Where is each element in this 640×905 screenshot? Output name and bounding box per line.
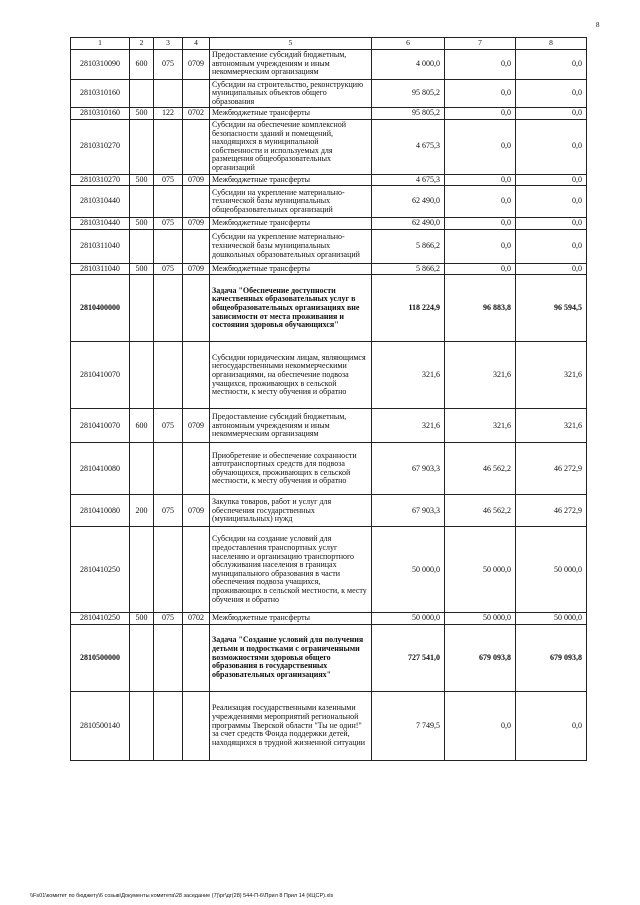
row-value-1: 7 749,5	[372, 691, 445, 760]
row-kvr	[130, 342, 154, 409]
row-value-1: 95 805,2	[372, 108, 445, 120]
row-code: 2810310270	[71, 119, 130, 174]
row-value-2: 0,0	[445, 229, 516, 263]
row-kvr	[130, 229, 154, 263]
row-section: 0709	[183, 218, 210, 230]
row-value-1: 67 903,3	[372, 495, 445, 527]
row-section: 0709	[183, 263, 210, 275]
row-description: Закупка товаров, работ и услуг для обеспечения государственных (муниципальных) нужд	[210, 495, 372, 527]
row-description: Субсидии на укрепление материально-технической базы муниципальных общеобразовательных организаций	[210, 186, 372, 218]
row-section	[183, 342, 210, 409]
row-code: 2810410080	[71, 495, 130, 527]
header-cell: 7	[445, 38, 516, 50]
row-kvr: 500	[130, 613, 154, 625]
row-section: 0709	[183, 49, 210, 79]
row-code: 2810500140	[71, 691, 130, 760]
row-value-3: 46 272,9	[516, 443, 587, 495]
row-value-3: 0,0	[516, 79, 587, 108]
row-value-2: 96 883,8	[445, 275, 516, 342]
header-cell: 5	[210, 38, 372, 50]
row-value-2: 321,6	[445, 409, 516, 443]
row-description: Межбюджетные трансферты	[210, 613, 372, 625]
table-row	[71, 108, 587, 120]
row-section	[183, 79, 210, 108]
row-grbs: 122	[154, 108, 183, 120]
row-value-1: 95 805,2	[372, 79, 445, 108]
row-kvr	[130, 275, 154, 342]
row-code: 2810310440	[71, 218, 130, 230]
table-row	[71, 275, 587, 342]
row-value-3: 50 000,0	[516, 527, 587, 613]
row-value-1: 50 000,0	[372, 613, 445, 625]
row-description: Субсидии на создание условий для предоставления транспортных услуг населению и организацию транспортного обслуживания населения в границах муниципального образования в части обеспечения подвоза учащихся, проживающих в сельской местности, к месту обучения и обратно	[210, 527, 372, 613]
header-cell: 1	[71, 38, 130, 50]
row-grbs: 075	[154, 495, 183, 527]
row-kvr: 500	[130, 174, 154, 186]
row-code: 2810500000	[71, 624, 130, 691]
row-value-1: 4 675,3	[372, 174, 445, 186]
table-row	[71, 218, 587, 230]
row-value-2: 46 562,2	[445, 443, 516, 495]
row-kvr: 600	[130, 409, 154, 443]
row-value-3: 679 093,8	[516, 624, 587, 691]
row-grbs	[154, 691, 183, 760]
row-description: Задача "Обеспечение доступности качественных образовательных услуг в общеобразовательных организациях вне зависимости от места проживания и состояния здоровья обучающихся"	[210, 275, 372, 342]
row-section: 0709	[183, 174, 210, 186]
row-value-2: 0,0	[445, 79, 516, 108]
row-description: Предоставление субсидий бюджетным, автономным учреждениям и иным некоммерческим организациям	[210, 409, 372, 443]
table-row	[71, 79, 587, 108]
row-value-3: 0,0	[516, 108, 587, 120]
row-grbs: 075	[154, 218, 183, 230]
row-grbs: 075	[154, 174, 183, 186]
row-value-1: 62 490,0	[372, 186, 445, 218]
table-row	[71, 342, 587, 409]
row-value-2: 50 000,0	[445, 613, 516, 625]
row-value-2: 0,0	[445, 174, 516, 186]
table-row	[71, 624, 587, 691]
row-code: 2810311040	[71, 263, 130, 275]
row-grbs	[154, 79, 183, 108]
row-code: 2810310160	[71, 108, 130, 120]
row-grbs	[154, 119, 183, 174]
row-value-1: 321,6	[372, 342, 445, 409]
table-row	[71, 229, 587, 263]
row-value-1: 5 866,2	[372, 229, 445, 263]
row-code: 2810310160	[71, 79, 130, 108]
row-section	[183, 691, 210, 760]
row-grbs	[154, 443, 183, 495]
row-section	[183, 119, 210, 174]
row-kvr: 200	[130, 495, 154, 527]
table-row	[71, 527, 587, 613]
row-section	[183, 186, 210, 218]
row-kvr: 600	[130, 49, 154, 79]
row-value-2: 321,6	[445, 342, 516, 409]
row-description: Субсидии на укрепление материально-технической базы муниципальных дошкольных образовательных организаций	[210, 229, 372, 263]
row-section	[183, 443, 210, 495]
row-value-3: 0,0	[516, 229, 587, 263]
row-value-1: 4 675,3	[372, 119, 445, 174]
row-value-1: 118 224,9	[372, 275, 445, 342]
row-description: Предоставление субсидий бюджетным, автономным учреждениям и иным некоммерческим организациям	[210, 49, 372, 79]
header-cell: 4	[183, 38, 210, 50]
row-kvr	[130, 186, 154, 218]
row-kvr	[130, 79, 154, 108]
row-value-1: 5 866,2	[372, 263, 445, 275]
row-description: Задача "Создание условий для получения детьми и подростками с ограниченными возможностями здоровья общего образования в государственных образовательных организациях"	[210, 624, 372, 691]
row-value-3: 0,0	[516, 263, 587, 275]
header-row	[71, 38, 587, 50]
row-section: 0702	[183, 108, 210, 120]
table-row	[71, 691, 587, 760]
row-value-3: 0,0	[516, 186, 587, 218]
row-value-3: 321,6	[516, 409, 587, 443]
row-value-2: 0,0	[445, 108, 516, 120]
row-kvr: 500	[130, 218, 154, 230]
row-value-2: 0,0	[445, 691, 516, 760]
row-code: 2810310440	[71, 186, 130, 218]
row-description: Приобретение и обеспечение сохранности автотранспортных средств для подвоза обучающихся, проживающих в сельской местности, к месту обучения и обратно	[210, 443, 372, 495]
row-code: 2810410080	[71, 443, 130, 495]
budget-table	[70, 37, 587, 761]
row-section	[183, 527, 210, 613]
row-value-1: 62 490,0	[372, 218, 445, 230]
row-value-3: 0,0	[516, 691, 587, 760]
row-section: 0709	[183, 495, 210, 527]
row-value-2: 50 000,0	[445, 527, 516, 613]
row-value-3: 0,0	[516, 119, 587, 174]
row-value-2: 0,0	[445, 119, 516, 174]
row-value-1: 727 541,0	[372, 624, 445, 691]
row-kvr: 500	[130, 108, 154, 120]
table-row	[71, 119, 587, 174]
row-description: Межбюджетные трансферты	[210, 174, 372, 186]
row-value-3: 0,0	[516, 49, 587, 79]
row-description: Субсидии на строительство, реконструкцию муниципальных объектов общего образования	[210, 79, 372, 108]
table-row	[71, 495, 587, 527]
row-grbs	[154, 275, 183, 342]
header-cell: 6	[372, 38, 445, 50]
row-value-2: 0,0	[445, 49, 516, 79]
table-row	[71, 443, 587, 495]
row-code: 2810410250	[71, 613, 130, 625]
row-value-2: 0,0	[445, 186, 516, 218]
row-kvr	[130, 443, 154, 495]
table-row	[71, 49, 587, 79]
row-section	[183, 275, 210, 342]
row-section	[183, 229, 210, 263]
row-kvr	[130, 119, 154, 174]
row-kvr	[130, 691, 154, 760]
row-value-3: 0,0	[516, 174, 587, 186]
header-cell: 2	[130, 38, 154, 50]
row-value-1: 67 903,3	[372, 443, 445, 495]
row-code: 2810400000	[71, 275, 130, 342]
row-value-1: 50 000,0	[372, 527, 445, 613]
row-value-3: 0,0	[516, 218, 587, 230]
row-description: Субсидии на обеспечение комплексной безопасности зданий и помещений, находящихся в муниципальной собственности и используемых для размещения общеобразовательных организаций	[210, 119, 372, 174]
row-value-3: 96 594,5	[516, 275, 587, 342]
row-section	[183, 624, 210, 691]
row-grbs	[154, 229, 183, 263]
row-kvr	[130, 527, 154, 613]
row-value-3: 321,6	[516, 342, 587, 409]
row-grbs: 075	[154, 263, 183, 275]
row-code: 2810310090	[71, 49, 130, 79]
table-row	[71, 174, 587, 186]
row-value-2: 679 093,8	[445, 624, 516, 691]
page-number: 8	[596, 21, 600, 29]
table-row	[71, 409, 587, 443]
row-section: 0709	[183, 409, 210, 443]
file-path-footer: \\Fs01\комитет по бюджету\6 созыв\Документы комитета\28 заседание (7)\рг\дг(28) 544-П-6\Прил 8 Прил 14 (КЦСР).xls	[30, 893, 334, 899]
row-grbs	[154, 342, 183, 409]
row-value-3: 50 000,0	[516, 613, 587, 625]
header-cell: 8	[516, 38, 587, 50]
row-kvr	[130, 624, 154, 691]
row-description: Межбюджетные трансферты	[210, 108, 372, 120]
row-grbs	[154, 624, 183, 691]
row-code: 2810311040	[71, 229, 130, 263]
row-code: 2810410070	[71, 409, 130, 443]
header-cell: 3	[154, 38, 183, 50]
table-row	[71, 186, 587, 218]
row-description: Межбюджетные трансферты	[210, 218, 372, 230]
row-code: 2810410250	[71, 527, 130, 613]
row-description: Реализация государственными казенными учреждениями мероприятий региональной программы Тверской области "Ты не один!" за счет средств Фонда поддержки детей, находящихся в трудной жизненной ситуации	[210, 691, 372, 760]
row-grbs: 075	[154, 613, 183, 625]
row-grbs	[154, 186, 183, 218]
row-grbs	[154, 527, 183, 613]
row-section: 0702	[183, 613, 210, 625]
row-value-1: 4 000,0	[372, 49, 445, 79]
row-value-2: 46 562,2	[445, 495, 516, 527]
table-row	[71, 263, 587, 275]
row-value-3: 46 272,9	[516, 495, 587, 527]
row-kvr: 500	[130, 263, 154, 275]
row-value-2: 0,0	[445, 218, 516, 230]
row-code: 2810410070	[71, 342, 130, 409]
row-grbs: 075	[154, 409, 183, 443]
row-value-2: 0,0	[445, 263, 516, 275]
table-row	[71, 613, 587, 625]
row-code: 2810310270	[71, 174, 130, 186]
row-description: Субсидии юридическим лицам, являющимся негосударственными некоммерческими организациями, на обеспечение подвоза учащихся, проживающих в сельской местности, к месту обучения и обратно	[210, 342, 372, 409]
row-description: Межбюджетные трансферты	[210, 263, 372, 275]
row-value-1: 321,6	[372, 409, 445, 443]
row-grbs: 075	[154, 49, 183, 79]
